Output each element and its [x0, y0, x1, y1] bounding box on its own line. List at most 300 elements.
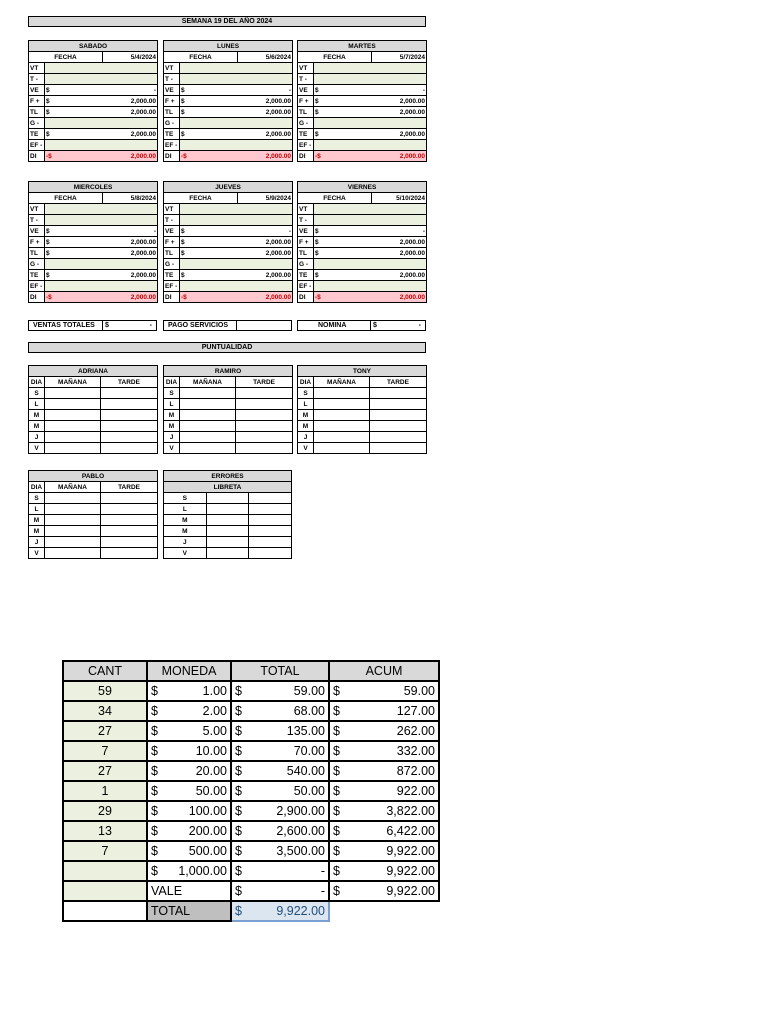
row-value-empty — [314, 281, 427, 292]
row-label: TE — [298, 129, 314, 140]
manana-cell[interactable] — [45, 399, 101, 410]
row-tl — [164, 107, 293, 118]
tarde-cell[interactable] — [370, 388, 427, 399]
day-name: JUEVES — [164, 182, 293, 193]
manana-cell[interactable] — [180, 432, 236, 443]
row-vt — [164, 204, 293, 215]
row-g — [164, 259, 293, 270]
row-value-empty — [45, 63, 158, 74]
row-label: VE — [164, 85, 180, 96]
row-value: $ 2,000.00 — [315, 271, 426, 279]
tarde-cell[interactable] — [236, 410, 293, 421]
col-moneda: MONEDA — [147, 661, 231, 681]
total-cell: $ 50.00 — [231, 781, 329, 801]
pago-servicios-label: PAGO SERVICIOS — [168, 322, 229, 329]
manana-cell[interactable] — [314, 443, 370, 454]
tarde-cell[interactable] — [370, 399, 427, 410]
cant-cell[interactable]: 1 — [63, 781, 147, 801]
row-t — [29, 74, 158, 85]
acum-cell: $ 6,422.00 — [329, 821, 439, 841]
day-letter: S — [29, 493, 45, 504]
tarde-cell[interactable] — [236, 421, 293, 432]
acum-cell: $ 332.00 — [329, 741, 439, 761]
cash-row — [63, 861, 439, 881]
moneda-cell: $ 1.00 — [147, 681, 231, 701]
col-header: DIA — [29, 482, 45, 493]
punctuality-tony — [297, 365, 427, 454]
day-row — [298, 432, 427, 443]
row-label: TE — [29, 129, 45, 140]
row-label: TE — [298, 270, 314, 281]
errores-cell[interactable] — [249, 504, 292, 515]
day-letter: V — [298, 443, 314, 454]
total-cell: $ 70.00 — [231, 741, 329, 761]
row-label: G - — [298, 118, 314, 129]
row-label: TE — [29, 270, 45, 281]
tarde-cell[interactable] — [101, 388, 158, 399]
day-row — [29, 548, 158, 559]
row-value-empty — [45, 259, 158, 270]
fecha-label: FECHA — [29, 193, 103, 204]
row-ef — [298, 281, 427, 292]
row-label: TL — [29, 107, 45, 118]
day-date: 5/8/2024 — [103, 193, 158, 204]
errores-subtitle: LIBRETA — [164, 482, 292, 493]
row-value: $ 2,000.00 — [181, 130, 292, 138]
vale-row — [63, 881, 439, 901]
row-ef — [29, 140, 158, 151]
total-cell: $ - — [231, 861, 329, 881]
tarde-cell[interactable] — [370, 421, 427, 432]
tarde-cell[interactable] — [101, 410, 158, 421]
person-name: RAMIRO — [164, 366, 293, 377]
row-label: F + — [164, 96, 180, 107]
row-label: EF - — [29, 281, 45, 292]
row-f — [29, 237, 158, 248]
row-value: $ 2,000.00 — [315, 108, 426, 116]
day-date: 5/7/2024 — [372, 52, 427, 63]
cash-row — [63, 701, 439, 721]
col-header: TARDE — [370, 377, 427, 388]
errores-row — [164, 537, 292, 548]
row-vt — [29, 63, 158, 74]
day-letter: J — [29, 537, 45, 548]
nomina-value: - — [418, 322, 421, 329]
row-label: TE — [164, 129, 180, 140]
row-label: TL — [298, 248, 314, 259]
day-row — [29, 504, 158, 515]
row-label: VT — [29, 63, 45, 74]
row-ef — [29, 281, 158, 292]
day-name: VIERNES — [298, 182, 427, 193]
row-vt — [164, 63, 293, 74]
manana-cell[interactable] — [45, 432, 101, 443]
row-label: DI — [29, 151, 45, 162]
day-table-miercoles — [28, 181, 158, 303]
errores-cell[interactable] — [249, 515, 292, 526]
row-vt — [298, 63, 427, 74]
day-row — [298, 421, 427, 432]
row-label: VE — [29, 85, 45, 96]
errores-cell[interactable] — [249, 526, 292, 537]
row-value: -$ 2,000.00 — [181, 293, 292, 301]
row-label: VT — [164, 63, 180, 74]
day-table-sabado — [28, 40, 158, 162]
row-label: F + — [164, 237, 180, 248]
row-value: $ 2,000.00 — [46, 249, 157, 257]
row-t — [29, 215, 158, 226]
manana-cell[interactable] — [314, 432, 370, 443]
row-value: -$ 2,000.00 — [46, 293, 157, 301]
errores-cell[interactable] — [206, 504, 249, 515]
row-label: F + — [298, 237, 314, 248]
day-letter: S — [164, 493, 207, 504]
row-value: $ 2,000.00 — [46, 238, 157, 246]
cant-cell[interactable]: 29 — [63, 801, 147, 821]
errores-cell[interactable] — [249, 537, 292, 548]
cash-row — [63, 841, 439, 861]
cash-row — [63, 801, 439, 821]
day-row — [164, 399, 293, 410]
nomina-label: NOMINA — [318, 322, 347, 329]
tarde-cell[interactable] — [236, 388, 293, 399]
moneda-cell: $ 1,000.00 — [147, 861, 231, 881]
cash-row — [63, 741, 439, 761]
total-cell: $ 135.00 — [231, 721, 329, 741]
acum-cell: $ 9,922.00 — [329, 841, 439, 861]
day-letter: L — [29, 399, 45, 410]
vale-label: VALE — [147, 881, 231, 901]
manana-cell[interactable] — [180, 443, 236, 454]
row-label: G - — [298, 259, 314, 270]
day-date: 5/6/2024 — [238, 52, 293, 63]
row-value-empty — [314, 140, 427, 151]
row-f — [29, 96, 158, 107]
total-cell: $ 3,500.00 — [231, 841, 329, 861]
vale-total: $ - — [231, 881, 329, 901]
tarde-cell[interactable] — [101, 515, 158, 526]
manana-cell[interactable] — [314, 388, 370, 399]
day-letter: M — [298, 421, 314, 432]
day-table-viernes — [297, 181, 427, 303]
cash-row — [63, 721, 439, 741]
day-row — [298, 399, 427, 410]
manana-cell[interactable] — [45, 526, 101, 537]
day-letter: S — [29, 388, 45, 399]
day-row — [29, 410, 158, 421]
tarde-cell[interactable] — [236, 432, 293, 443]
day-row — [298, 388, 427, 399]
row-value: $ 2,000.00 — [181, 249, 292, 257]
manana-cell[interactable] — [45, 410, 101, 421]
tarde-cell[interactable] — [101, 526, 158, 537]
manana-cell[interactable] — [180, 410, 236, 421]
day-row — [29, 526, 158, 537]
person-name: PABLO — [29, 471, 158, 482]
col-header: MAÑANA — [45, 377, 101, 388]
errores-cell[interactable] — [206, 548, 249, 559]
errores-row — [164, 526, 292, 537]
row-te — [29, 129, 158, 140]
row-ve — [164, 226, 293, 237]
manana-cell[interactable] — [45, 421, 101, 432]
manana-cell[interactable] — [45, 493, 101, 504]
row-di — [164, 292, 293, 303]
manana-cell[interactable] — [180, 421, 236, 432]
row-f — [164, 96, 293, 107]
total-cell: $ 68.00 — [231, 701, 329, 721]
row-value: $ 2,000.00 — [46, 108, 157, 116]
row-value: -$ 2,000.00 — [46, 152, 157, 160]
tarde-cell[interactable] — [101, 443, 158, 454]
tarde-cell[interactable] — [101, 504, 158, 515]
row-value-empty — [314, 118, 427, 129]
tarde-cell[interactable] — [370, 432, 427, 443]
day-name: MARTES — [298, 41, 427, 52]
tarde-cell[interactable] — [370, 443, 427, 454]
row-value: $ 2,000.00 — [181, 108, 292, 116]
tarde-cell[interactable] — [101, 432, 158, 443]
row-t — [164, 215, 293, 226]
day-letter: M — [29, 421, 45, 432]
tarde-cell[interactable] — [236, 443, 293, 454]
row-t — [298, 74, 427, 85]
person-name: ADRIANA — [29, 366, 158, 377]
day-name: SABADO — [29, 41, 158, 52]
row-label: T - — [298, 74, 314, 85]
row-value: $ 2,000.00 — [181, 97, 292, 105]
tarde-cell[interactable] — [236, 399, 293, 410]
manana-cell[interactable] — [314, 399, 370, 410]
errores-cell[interactable] — [206, 515, 249, 526]
manana-cell[interactable] — [45, 443, 101, 454]
acum-cell: $ 3,822.00 — [329, 801, 439, 821]
row-te — [298, 270, 427, 281]
row-di — [298, 292, 427, 303]
manana-cell[interactable] — [314, 410, 370, 421]
cant-cell[interactable]: 27 — [63, 721, 147, 741]
day-row — [164, 410, 293, 421]
row-label: VE — [164, 226, 180, 237]
moneda-cell: $ 100.00 — [147, 801, 231, 821]
row-ef — [164, 281, 293, 292]
day-letter: L — [298, 399, 314, 410]
punctuality-ramiro — [163, 365, 293, 454]
moneda-cell: $ 5.00 — [147, 721, 231, 741]
row-label: F + — [298, 96, 314, 107]
row-di — [164, 151, 293, 162]
ventas-totales-value: - — [149, 322, 152, 329]
row-value: -$ 2,000.00 — [315, 152, 426, 160]
col-header: DIA — [164, 377, 180, 388]
row-label: T - — [29, 215, 45, 226]
row-value-empty — [45, 215, 158, 226]
errores-row — [164, 548, 292, 559]
row-g — [29, 259, 158, 270]
col-header: MAÑANA — [180, 377, 236, 388]
cant-cell[interactable]: 13 — [63, 821, 147, 841]
day-letter: L — [164, 399, 180, 410]
row-value: -$ 2,000.00 — [315, 293, 426, 301]
moneda-cell: $ 2.00 — [147, 701, 231, 721]
row-value-empty — [45, 204, 158, 215]
nomina-currency: $ — [373, 322, 377, 329]
row-label: G - — [29, 118, 45, 129]
day-row — [29, 421, 158, 432]
acum-cell: $ 922.00 — [329, 781, 439, 801]
row-label: VT — [29, 204, 45, 215]
cant-cell[interactable]: 27 — [63, 761, 147, 781]
row-value: $ 2,000.00 — [181, 238, 292, 246]
puntualidad-title: PUNTUALIDAD — [28, 342, 426, 353]
row-value-empty — [180, 118, 293, 129]
fecha-label: FECHA — [164, 52, 238, 63]
row-value: $ - — [315, 227, 426, 235]
row-value-empty — [180, 281, 293, 292]
row-label: EF - — [29, 140, 45, 151]
col-header: MAÑANA — [45, 482, 101, 493]
row-label: G - — [29, 259, 45, 270]
errores-title: ERRORES — [164, 471, 292, 482]
day-row — [29, 432, 158, 443]
col-header: TARDE — [101, 377, 158, 388]
row-g — [298, 259, 427, 270]
row-label: VT — [164, 204, 180, 215]
day-letter: V — [164, 443, 180, 454]
row-label: VE — [298, 226, 314, 237]
row-te — [29, 270, 158, 281]
day-row — [29, 493, 158, 504]
row-f — [298, 237, 427, 248]
tarde-cell[interactable] — [101, 421, 158, 432]
row-value: $ 2,000.00 — [315, 97, 426, 105]
day-letter: J — [298, 432, 314, 443]
day-letter: S — [298, 388, 314, 399]
day-row — [29, 443, 158, 454]
errores-row — [164, 493, 292, 504]
day-table-jueves — [163, 181, 293, 303]
errores-cell[interactable] — [206, 537, 249, 548]
row-label: G - — [164, 118, 180, 129]
moneda-cell: $ 500.00 — [147, 841, 231, 861]
manana-cell[interactable] — [45, 548, 101, 559]
cant-cell[interactable]: 34 — [63, 701, 147, 721]
row-value: $ 2,000.00 — [46, 130, 157, 138]
errores-table — [163, 470, 292, 559]
cant-cell[interactable]: 7 — [63, 741, 147, 761]
cash-row — [63, 761, 439, 781]
row-g — [29, 118, 158, 129]
row-label: TL — [164, 248, 180, 259]
day-letter: M — [164, 421, 180, 432]
row-label: VT — [298, 63, 314, 74]
row-value: $ - — [46, 86, 157, 94]
ventas-totales-label: VENTAS TOTALES — [33, 322, 95, 329]
errores-cell[interactable] — [206, 493, 249, 504]
row-g — [298, 118, 427, 129]
day-letter: M — [164, 515, 207, 526]
day-letter: M — [164, 526, 207, 537]
row-value-empty — [314, 204, 427, 215]
manana-cell[interactable] — [180, 399, 236, 410]
day-row — [29, 388, 158, 399]
total-row — [63, 901, 439, 921]
row-value-empty — [180, 215, 293, 226]
day-letter: M — [29, 410, 45, 421]
errores-cell[interactable] — [206, 526, 249, 537]
manana-cell[interactable] — [180, 388, 236, 399]
col-header: DIA — [29, 377, 45, 388]
manana-cell[interactable] — [45, 504, 101, 515]
row-value: $ 2,000.00 — [46, 97, 157, 105]
manana-cell[interactable] — [45, 515, 101, 526]
row-label: EF - — [164, 281, 180, 292]
row-g — [164, 118, 293, 129]
acum-cell: $ 127.00 — [329, 701, 439, 721]
row-label: T - — [164, 215, 180, 226]
tarde-cell[interactable] — [101, 493, 158, 504]
cant-cell[interactable]: 59 — [63, 681, 147, 701]
row-value: $ - — [181, 86, 292, 94]
row-label: EF - — [298, 281, 314, 292]
row-label: F + — [29, 96, 45, 107]
row-label: G - — [164, 259, 180, 270]
tarde-cell[interactable] — [101, 548, 158, 559]
row-label: EF - — [298, 140, 314, 151]
day-row — [29, 537, 158, 548]
row-label: DI — [164, 292, 180, 303]
row-vt — [298, 204, 427, 215]
manana-cell[interactable] — [45, 388, 101, 399]
tarde-cell[interactable] — [370, 410, 427, 421]
acum-cell: $ 59.00 — [329, 681, 439, 701]
tarde-cell[interactable] — [101, 399, 158, 410]
total-label: TOTAL — [147, 901, 231, 921]
col-header: MAÑANA — [314, 377, 370, 388]
manana-cell[interactable] — [314, 421, 370, 432]
errores-cell[interactable] — [249, 548, 292, 559]
ventas-totales-currency: $ — [105, 322, 109, 329]
person-name: TONY — [298, 366, 427, 377]
cant-cell[interactable]: 7 — [63, 841, 147, 861]
fecha-label: FECHA — [29, 52, 103, 63]
col-header: TARDE — [101, 482, 158, 493]
row-value: $ 2,000.00 — [46, 271, 157, 279]
row-tl — [29, 107, 158, 118]
total-cell: $ 2,600.00 — [231, 821, 329, 841]
day-row — [298, 443, 427, 454]
day-letter: S — [164, 388, 180, 399]
row-label: TL — [298, 107, 314, 118]
tarde-cell[interactable] — [101, 537, 158, 548]
ventas-totales-box — [28, 320, 157, 331]
manana-cell[interactable] — [45, 537, 101, 548]
cash-count-table — [62, 660, 440, 922]
row-t — [164, 74, 293, 85]
cant-cell[interactable] — [63, 861, 147, 881]
fecha-label: FECHA — [298, 52, 372, 63]
day-date: 5/9/2024 — [238, 193, 293, 204]
vale-acum: $ 9,922.00 — [329, 881, 439, 901]
errores-cell[interactable] — [249, 493, 292, 504]
punctuality-adriana — [28, 365, 158, 454]
day-letter: V — [29, 443, 45, 454]
cash-row — [63, 781, 439, 801]
total-cell: $ 2,900.00 — [231, 801, 329, 821]
row-di — [29, 151, 158, 162]
day-date: 5/4/2024 — [103, 52, 158, 63]
row-value: $ 2,000.00 — [315, 238, 426, 246]
